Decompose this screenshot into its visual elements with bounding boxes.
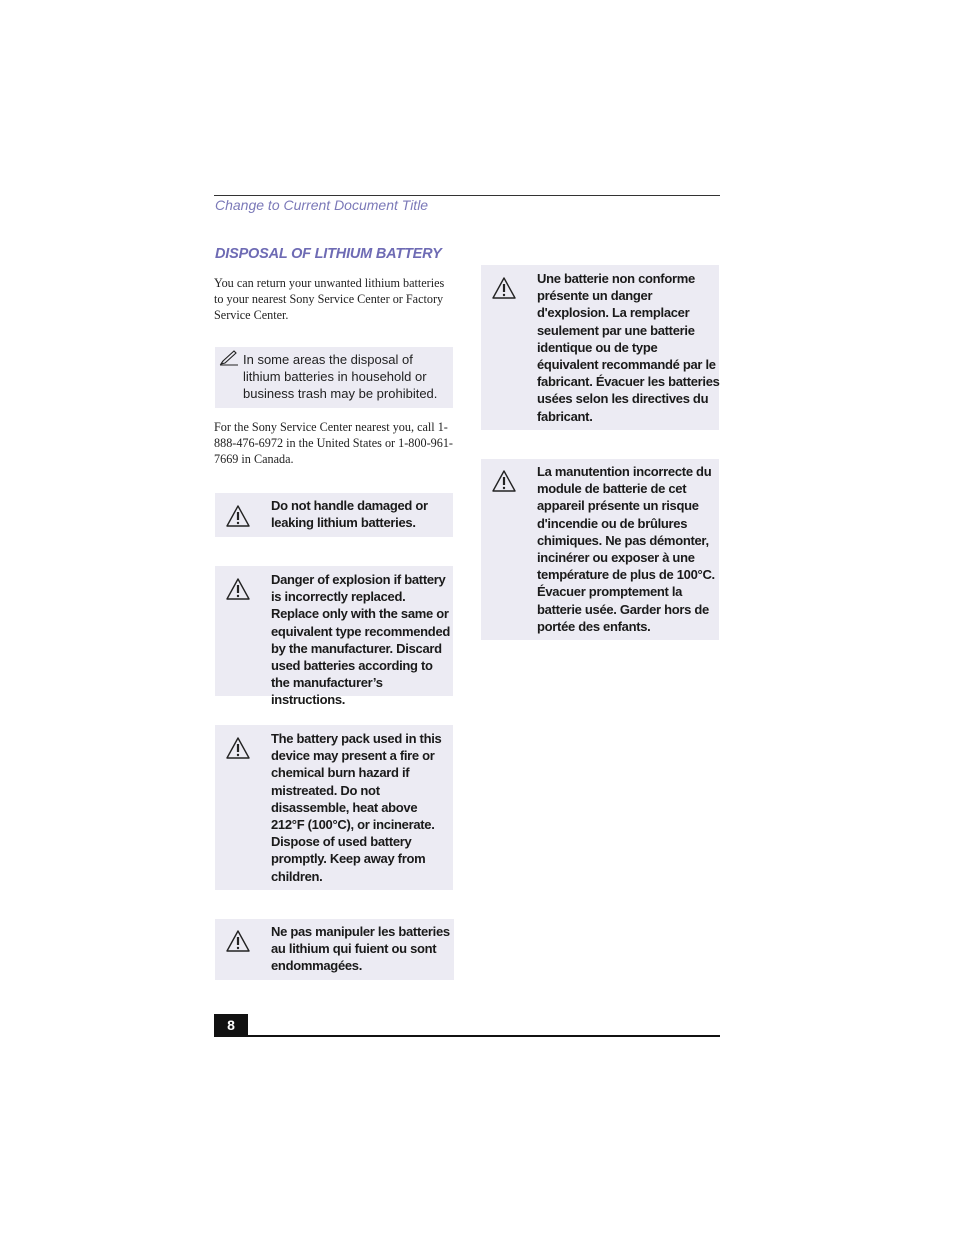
warning-triangle-icon: [225, 577, 251, 601]
warning-box: [215, 725, 453, 890]
warning-triangle-icon: [225, 929, 251, 953]
header-rule: [214, 195, 720, 196]
warning-triangle-icon: [491, 276, 517, 300]
warning-box: [481, 459, 719, 640]
document-title: Change to Current Document Title: [215, 197, 429, 213]
warning-box: [215, 919, 454, 980]
intro-paragraph: You can return your unwanted lithium batteries to your nearest Sony Service Center or Factory Service Center.: [214, 276, 445, 322]
warning-triangle-icon: [225, 736, 251, 760]
warning-box: [215, 566, 453, 708]
warning-text: The battery pack used in this device may present a fire or chemical burn hazard if mistreated. Do not disassemble, heat above 212°F (100°C), or incinerate. Dispose of used battery promptly. Keep away from children.: [271, 731, 442, 884]
note-text: In some areas the disposal of lithium batteries in household or business trash may be prohibited.: [243, 352, 438, 401]
warning-text: Danger of explosion if battery is incorrectly replaced. Replace only with the same or equivalent type recommended by the manufacturer. Discard used batteries according to the manufacturer’s instructions.: [271, 572, 451, 708]
warning-text: Ne pas manipuler les batteries au lithium qui fuient ou sont endommagées.: [271, 924, 450, 974]
warning-text: Do not handle damaged or leaking lithium batteries.: [271, 498, 428, 531]
section-title: DISPOSAL OF LITHIUM BATTERY: [215, 246, 442, 262]
warning-triangle-icon: [491, 469, 517, 493]
warning-box: [481, 265, 719, 430]
contact-paragraph: For the Sony Service Center nearest you, call 1-888-476-6972 in the United States or 1-800-961-7669 in Canada.: [214, 420, 453, 466]
footer-rule: [214, 1035, 720, 1037]
warning-text: Une batterie non conforme présente un danger d'explosion. La remplacer seulement par une batterie identique ou de type équivalent recommandé par le fabricant. Évacuer les batteries usées selon les directives du fabricant.: [537, 271, 720, 424]
warning-text: La manutention incorrecte du module de batterie de cet appareil présente un risque d'incendie ou de brûlures chimiques. Ne pas démonter, incinérer ou exposer à une température de plus de 100°C. Évacuer promptement la batterie usée. Garder hors de portée des enfants.: [537, 464, 715, 634]
warning-triangle-icon: [225, 504, 251, 528]
warning-box: [215, 493, 453, 537]
page-number: 8: [214, 1014, 248, 1036]
pencil-note-icon: [219, 350, 239, 366]
note-box: [215, 347, 453, 408]
